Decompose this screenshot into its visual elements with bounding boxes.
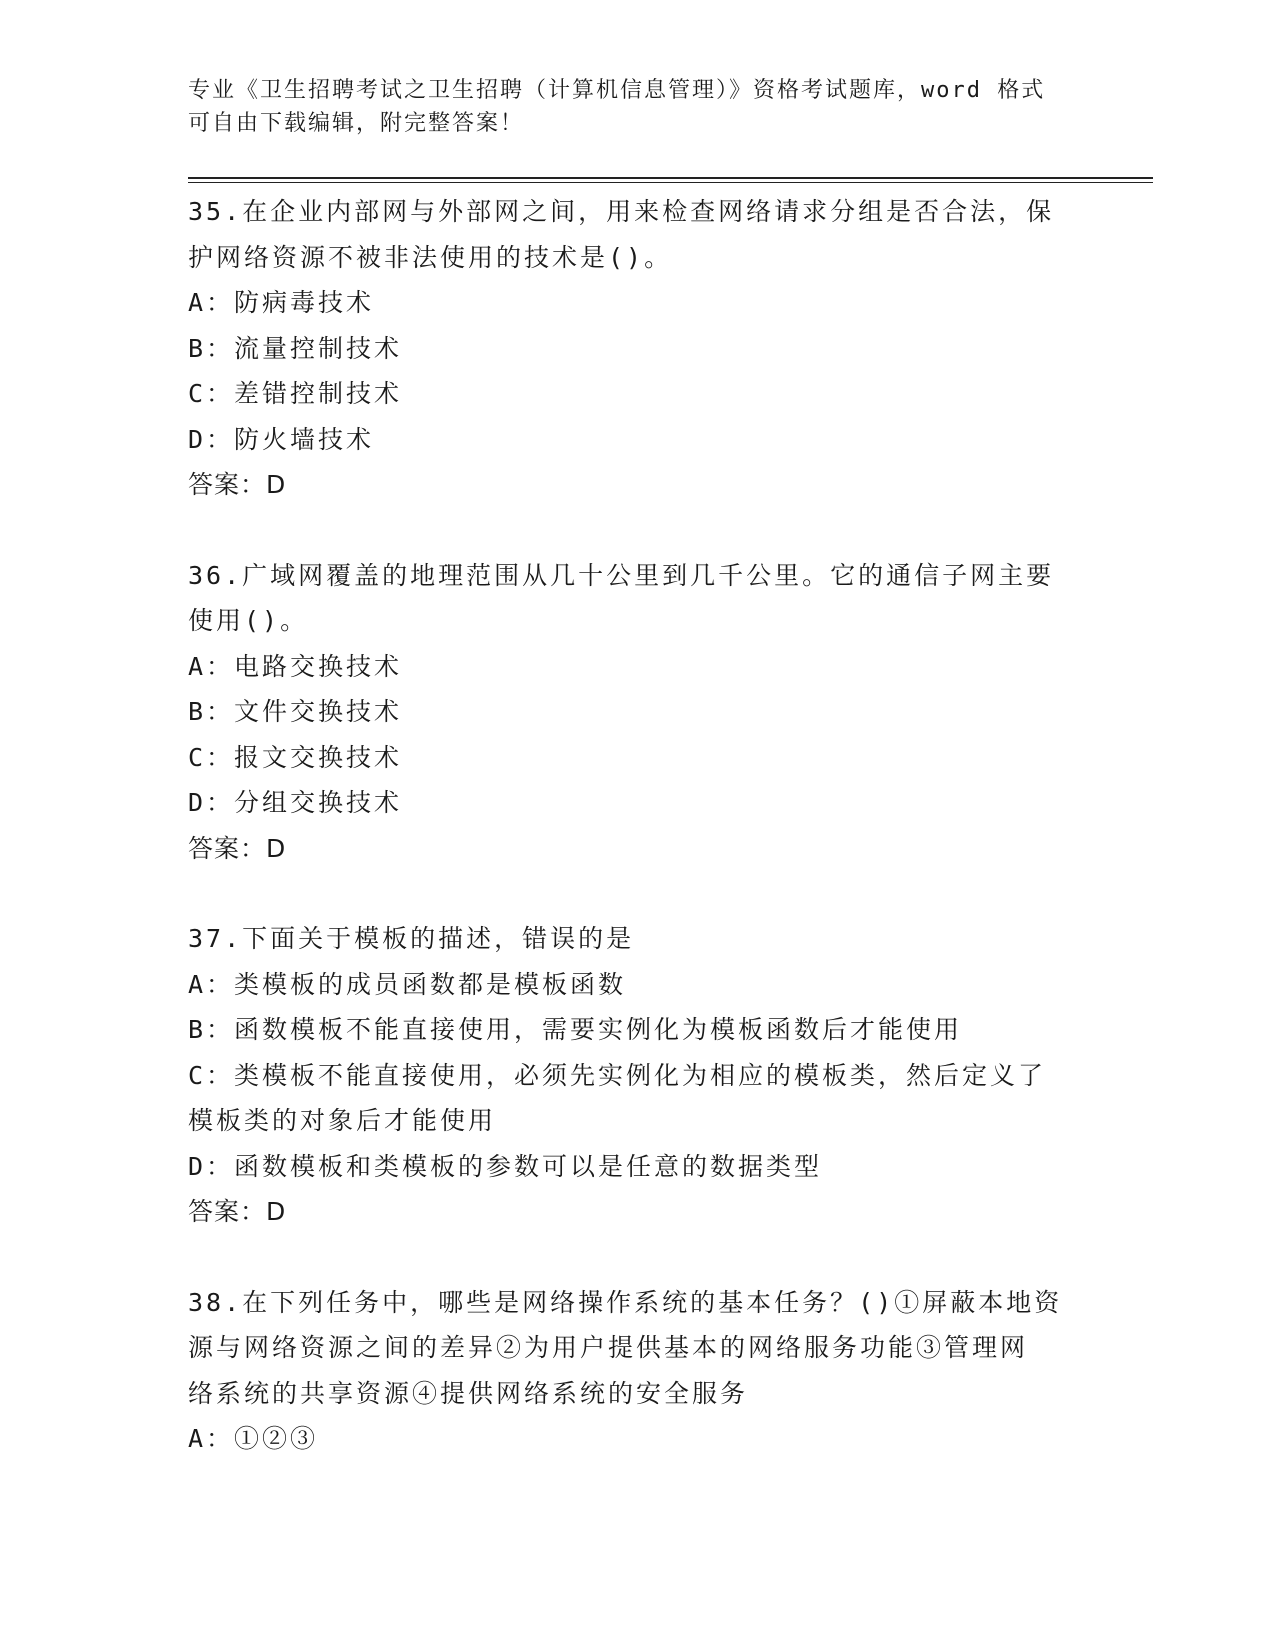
header-divider-thick <box>188 177 1153 179</box>
question-text-line: 护网络资源不被非法使用的技术是()。 <box>188 242 673 272</box>
question-text-line: 使用()。 <box>188 606 309 635</box>
option-a: A：防病毒技术 <box>188 288 375 317</box>
option-c: C：报文交换技术 <box>188 742 403 772</box>
option-c-continued: 模板类的对象后才能使用 <box>188 1106 497 1135</box>
option-a: A：①②③ <box>188 1424 319 1453</box>
question-text-line: 37.下面关于模板的描述，错误的是 <box>188 924 635 953</box>
question-spacer <box>188 1235 1068 1280</box>
question-spacer <box>188 871 1068 916</box>
option-b: B：文件交换技术 <box>188 697 403 726</box>
question-36 <box>188 553 1068 872</box>
question-list <box>188 189 1068 1462</box>
option-d: D：函数模板和类模板的参数可以是任意的数据类型 <box>188 1151 823 1181</box>
header-line-2: 可自由下载编辑，附完整答案！ <box>188 111 525 136</box>
question-text-line: 35.在企业内部网与外部网之间，用来检查网络请求分组是否合法，保 <box>188 197 1055 226</box>
question-38 <box>188 1280 1068 1462</box>
question-text-line: 36.广域网覆盖的地理范围从几十公里到几千公里。它的通信子网主要 <box>188 560 1055 590</box>
option-c: C：差错控制技术 <box>188 379 403 408</box>
answer-line: 答案：D <box>188 470 287 499</box>
answer-line: 答案：D <box>188 1197 287 1226</box>
question-spacer <box>188 508 1068 553</box>
option-d: D：防火墙技术 <box>188 424 375 454</box>
question-text-line: 源与网络资源之间的差异②为用户提供基本的网络服务功能③管理网 <box>188 1333 1029 1362</box>
option-d: D：分组交换技术 <box>188 788 403 817</box>
question-text-line: 络系统的共享资源④提供网络系统的安全服务 <box>188 1378 749 1408</box>
question-37 <box>188 916 1068 1235</box>
page-header <box>188 74 1068 140</box>
answer-line: 答案：D <box>188 833 287 863</box>
header-line-1: 专业《卫生招聘考试之卫生招聘（计算机信息管理）》资格考试题库，word 格式 <box>188 78 1046 103</box>
option-b: B：流量控制技术 <box>188 333 403 363</box>
option-b: B：函数模板不能直接使用，需要实例化为模板函数后才能使用 <box>188 1015 963 1044</box>
header-divider-thin <box>188 182 1153 183</box>
question-35 <box>188 189 1068 508</box>
question-text-line: 38.在下列任务中，哪些是网络操作系统的基本任务？()①屏蔽本地资 <box>188 1287 1063 1317</box>
option-c: C：类模板不能直接使用，必须先实例化为相应的模板类，然后定义了 <box>188 1060 1047 1090</box>
option-a: A：类模板的成员函数都是模板函数 <box>188 969 627 999</box>
option-a: A：电路交换技术 <box>188 651 403 681</box>
